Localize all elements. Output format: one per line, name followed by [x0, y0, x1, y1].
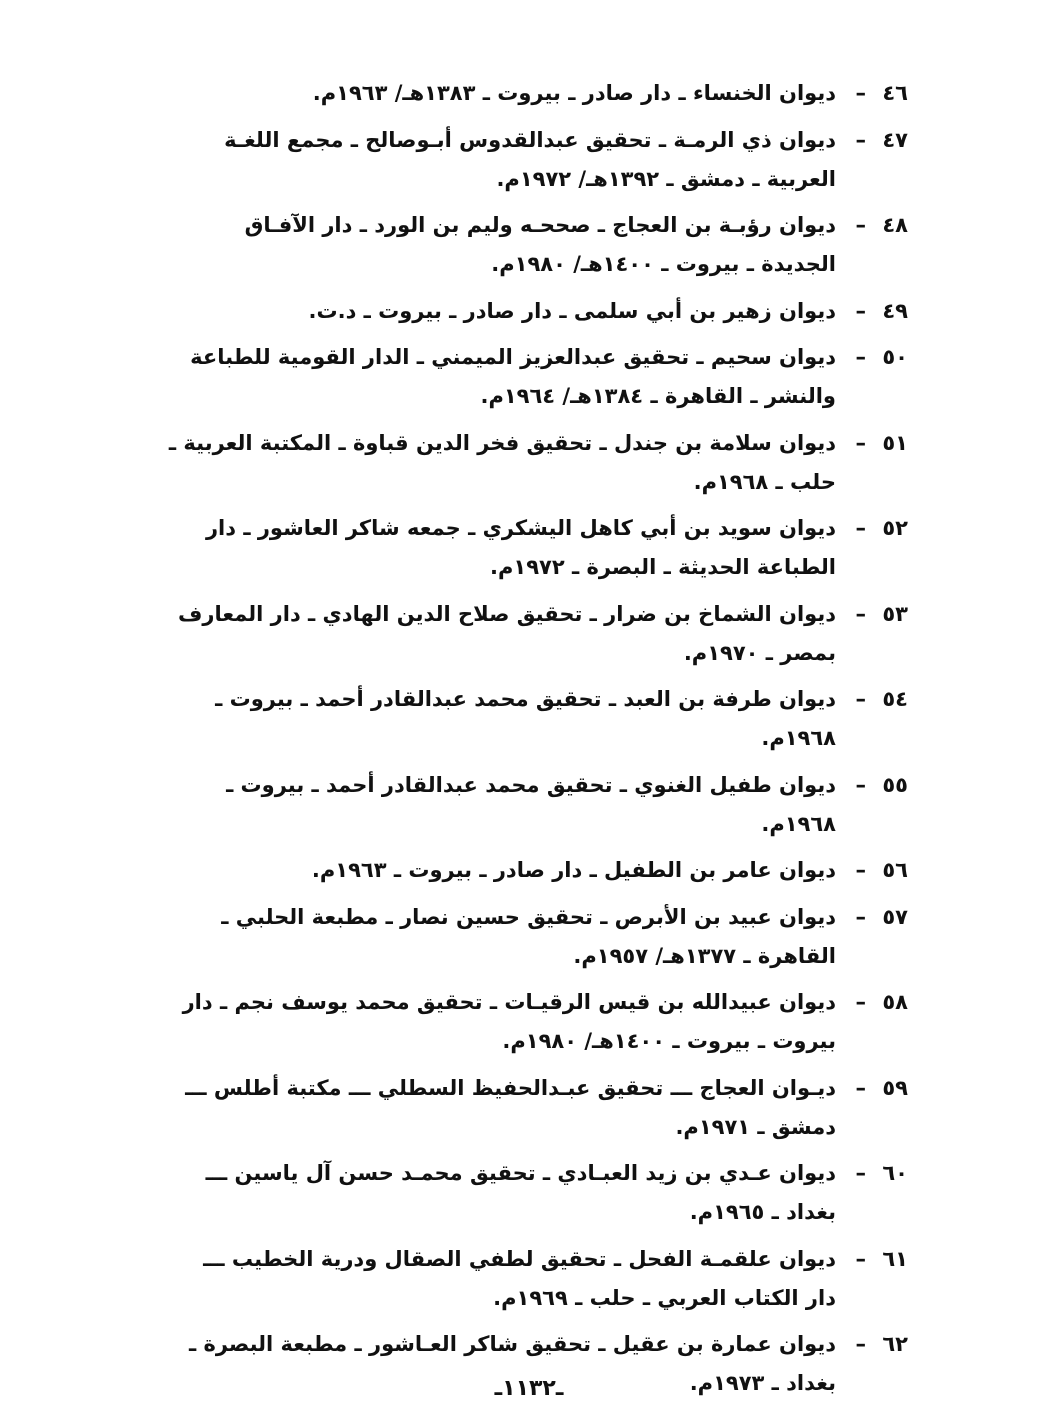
entry-dash: –: [855, 81, 866, 105]
entry-text: ديوان سويد بن أبي كاهل اليشكري ـ جمعه شاكر العاشور ـ دار الطباعة الحديثة ـ البصرة ـ ١٩٧٢م.: [205, 516, 836, 579]
entry-number: [844, 1240, 908, 1279]
entry-text: ديوان زهير بن أبي سلمى ـ دار صادر ـ بيروت ـ د.ت.: [308, 298, 836, 323]
entry-dash: –: [855, 430, 866, 455]
entry-text: ديوان عبيدالله بن قيس الرقيـات ـ تحقيق محمد يوسف نجم ـ دار بيروت ـ بيروت ـ ١٤٠٠هـ/ ١٩٨٠م.: [182, 990, 836, 1053]
entry-number: [844, 898, 908, 937]
bibliography-entry: [168, 851, 908, 890]
entry-number-value: ٥٧: [882, 904, 908, 929]
entry-dash: –: [855, 1075, 866, 1100]
entry-number: [844, 680, 908, 719]
bibliography-entry: [168, 424, 908, 502]
entry-number-value: ٤٧: [882, 127, 908, 152]
bibliography-entry: [168, 1154, 908, 1232]
bibliography-entry: [168, 292, 908, 331]
entry-dash: –: [855, 858, 866, 882]
entry-number-value: ٥٤: [882, 687, 908, 711]
entry-dash: –: [855, 1332, 866, 1356]
entry-number-value: ٥٦: [882, 858, 908, 882]
bibliography-entry: [168, 595, 908, 673]
entry-number: [844, 424, 908, 463]
bibliography-list: [168, 74, 908, 1411]
bibliography-entry: [168, 74, 908, 113]
page-number: ـ١١٣٢ـ: [494, 1376, 564, 1401]
entry-number-value: ٥١: [882, 430, 908, 455]
entry-number-value: ٥٨: [882, 990, 908, 1014]
entry-number-value: ٥٥: [882, 772, 908, 797]
entry-text: ديوان طرفة بن العبد ـ تحقيق محمد عبدالقادر أحمد ـ بيروت ـ ١٩٦٨م.: [215, 687, 836, 750]
entry-text: ديوان سحيم ـ تحقيق عبدالعزيز الميمني ـ الدار القومية للطباعة والنشر ـ القاهرة ـ ١٣٨٤هـ/ ١٩٦٤م.: [190, 345, 836, 408]
entry-number: [844, 1154, 908, 1193]
bibliography-entry: [168, 338, 908, 416]
entry-number-value: ٦٠: [882, 1161, 908, 1185]
bibliography-entry: [168, 206, 908, 284]
entry-number-value: ٦١: [882, 1246, 908, 1271]
entry-dash: –: [855, 601, 866, 626]
entry-text: ديوان الخنساء ـ دار صادر ـ بيروت ـ ١٣٨٣هـ/ ١٩٦٣م.: [312, 81, 836, 105]
entry-number: [844, 595, 908, 634]
entry-dash: –: [855, 213, 866, 237]
entry-text: ديوان سلامة بن جندل ـ تحقيق فخر الدين قباوة ـ المكتبة العربية ـ حلب ـ ١٩٦٨م.: [168, 430, 836, 494]
entry-dash: –: [855, 298, 866, 323]
entry-text: ديوان ذي الرمـة ـ تحقيق عبدالقدوس أبـوصالح ـ مجمع اللغـة العربية ـ دمشق ـ ١٣٩٢هـ/ ١٩٧٢م.: [224, 127, 836, 191]
entry-number: [844, 509, 908, 548]
entry-dash: –: [855, 1161, 866, 1185]
entry-text: ديوان الشماخ بن ضرار ـ تحقيق صلاح الدين الهادي ـ دار المعارف بمصر ـ ١٩٧٠م.: [177, 601, 836, 665]
entry-number: [844, 1069, 908, 1108]
entry-number: [844, 292, 908, 331]
bibliography-entry: [168, 680, 908, 758]
entry-dash: –: [855, 990, 866, 1014]
entry-number-value: ٥٠: [882, 345, 908, 369]
entry-dash: –: [855, 345, 866, 369]
entry-dash: –: [855, 1246, 866, 1271]
bibliography-entry: [168, 1240, 908, 1318]
bibliography-entry: [168, 121, 908, 199]
entry-number: [844, 1325, 908, 1364]
entry-number: [844, 983, 908, 1022]
entry-text: ديوان طفيل الغنوي ـ تحقيق محمد عبدالقادر أحمد ـ بيروت ـ ١٩٦٨م.: [226, 772, 836, 836]
entry-text: ديـوان العجاج ـــ تحقيق عبـدالحفيظ السطلي ـــ مكتبة أطلس ـــ دمشق ـ ١٩٧١م.: [185, 1075, 836, 1139]
entry-number-value: ٥٢: [882, 516, 908, 540]
entry-text: ديوان عـدي بن زيد العبـادي ـ تحقيق محمـد حسن آل ياسين ـــ بغداد ـ ١٩٦٥م.: [205, 1161, 836, 1224]
entry-number: [844, 206, 908, 245]
entry-text: ديوان رؤبـة بن العجاج ـ صححـه وليم بن الورد ـ دار الآفـاق الجديدة ـ بيروت ـ ١٤٠٠هـ/ ١٩٨٠م.: [244, 213, 836, 276]
entry-number-value: ٦٢: [882, 1332, 908, 1356]
entry-number-value: ٤٨: [882, 213, 908, 237]
entry-number: [844, 766, 908, 805]
entry-text: ديوان عمارة بن عقيل ـ تحقيق شاكر العـاشور ـ مطبعة البصرة ـ بغداد ـ ١٩٧٣م.: [188, 1332, 836, 1395]
entry-number-value: ٥٣: [882, 601, 908, 626]
entry-number: [844, 851, 908, 890]
entry-text: ديوان عبيد بن الأبرص ـ تحقيق حسين نصار ـ مطبعة الحلبي ـ القاهرة ـ ١٣٧٧هـ/ ١٩٥٧م.: [221, 904, 836, 968]
entry-number: [844, 74, 908, 113]
bibliography-entry: [168, 983, 908, 1061]
entry-dash: –: [855, 127, 866, 152]
entry-number-value: ٤٦: [882, 81, 908, 105]
bibliography-entry: [168, 766, 908, 844]
bibliography-entry: [168, 1069, 908, 1147]
entry-text: ديوان علقمـة الفحل ـ تحقيق لطفي الصقال ودرية الخطيب ـــ دار الكتاب العربي ـ حلب ـ ١٩٦٩م.: [203, 1246, 836, 1310]
bibliography-entry: [168, 898, 908, 976]
entry-number: [844, 121, 908, 160]
entry-dash: –: [855, 904, 866, 929]
entry-text: ديوان عامر بن الطفيل ـ دار صادر ـ بيروت ـ ١٩٦٣م.: [311, 858, 836, 882]
bibliography-entry: [168, 509, 908, 587]
entry-number: [844, 338, 908, 377]
entry-dash: –: [855, 772, 866, 797]
entry-number-value: ٤٩: [882, 298, 908, 323]
entry-number-value: ٥٩: [882, 1075, 908, 1100]
entry-dash: –: [855, 687, 866, 711]
entry-dash: –: [855, 516, 866, 540]
